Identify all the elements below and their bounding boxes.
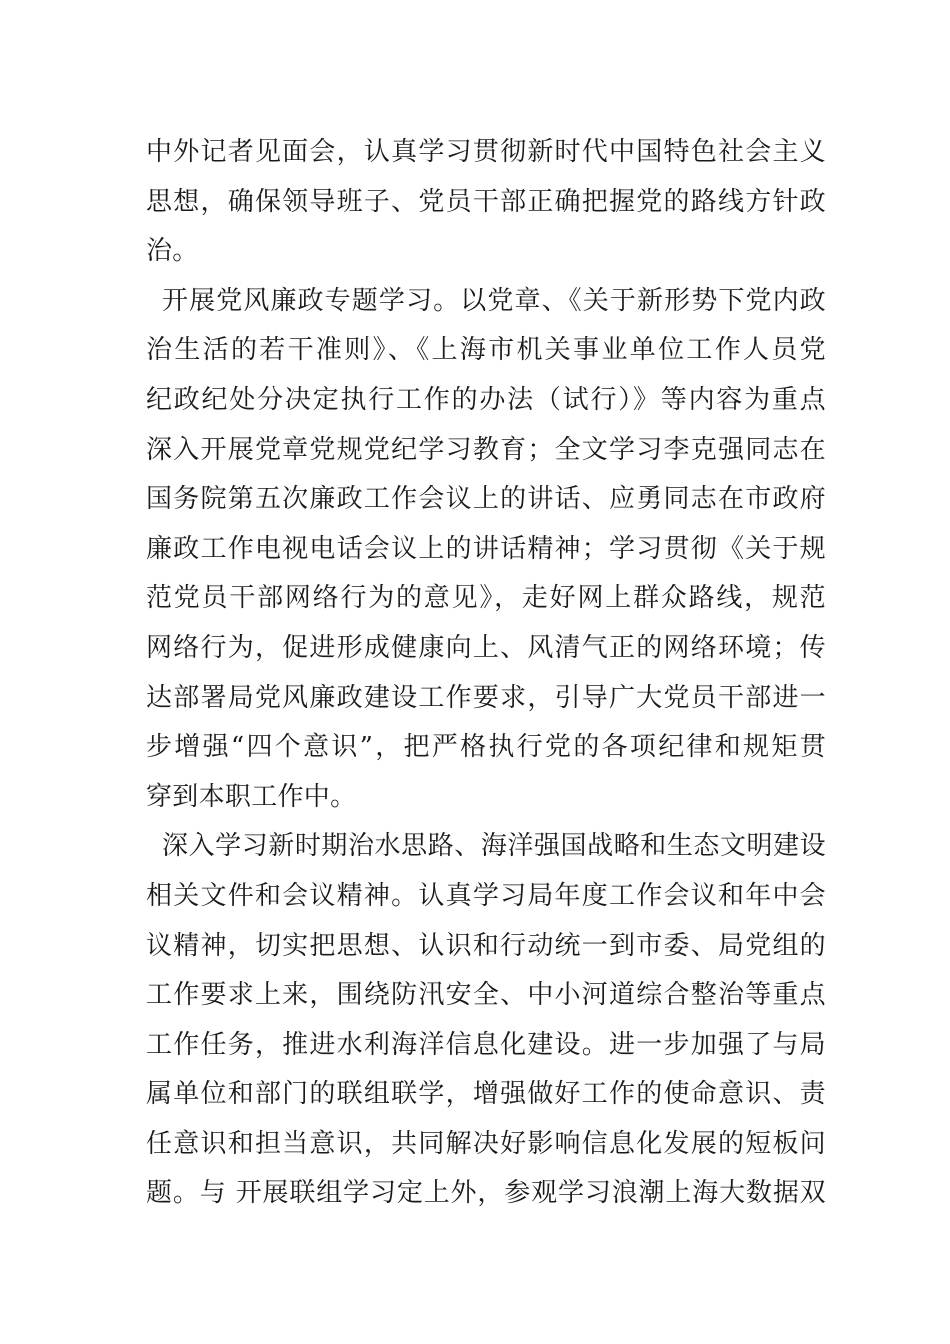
text-line: 穿到本职工作中。	[146, 781, 357, 812]
text-line: 国务院第五次廉政工作会议上的讲话、应勇同志在市政府	[146, 484, 826, 515]
text-line: 范党员干部网络行为的意见》，走好网上群众路线，规范	[146, 583, 826, 614]
text-line: 议精神，切实把思想、认识和行动统一到市委、局党组的	[146, 930, 826, 961]
text-line: 工作要求上来，围绕防汛安全、中小河道综合整治等重点	[146, 980, 826, 1011]
text-line: 深入开展党章党规党纪学习教育；全文学习李克强同志在	[146, 434, 826, 465]
document-body	[146, 128, 826, 1219]
text-line: 属单位和部门的联组联学，增强做好工作的使命意识、责	[146, 1079, 826, 1110]
text-line: 任意识和担当意识，共同解决好影响信息化发展的短板问	[146, 1128, 826, 1159]
text-line: 中外记者见面会，认真学习贯彻新时代中国特色社会主义	[146, 137, 826, 167]
text-line: 治。	[146, 236, 199, 267]
text-line: 廉政工作电视电话会议上的讲话精神；学习贯彻《关于规	[146, 533, 826, 564]
text-line: 思想，确保领导班子、党员干部正确把握党的路线方针政	[146, 186, 826, 217]
text-line: 纪政纪处分决定执行工作的办法（试行）》等内容为重点	[146, 384, 826, 415]
paragraph-first-line: 深入学习新时期治水思路、海洋强国战略和生态文明建设	[162, 831, 826, 862]
text-line: 工作任务，推进水利海洋信息化建设。进一步加强了与局	[146, 1029, 826, 1060]
text-line: 步增强“四个意识”，把严格执行党的各项纪律和规矩贯	[146, 732, 826, 763]
paragraph-first-line: 开展党风廉政专题学习。以党章、《关于新形势下党内政	[162, 285, 826, 316]
text-line: 治生活的若干准则》、《上海市机关事业单位工作人员党	[146, 335, 826, 366]
text-line: 相关文件和会议精神。认真学习局年度工作会议和年中会	[146, 880, 826, 911]
text-line: 题。与 开展联组学习定上外，参观学习浪潮上海大数据双	[146, 1178, 826, 1209]
text-line: 网络行为，促进形成健康向上、风清气正的网络环境；传	[146, 632, 826, 663]
text-line: 达部署局党风廉政建设工作要求，引导广大党员干部进一	[146, 682, 826, 713]
